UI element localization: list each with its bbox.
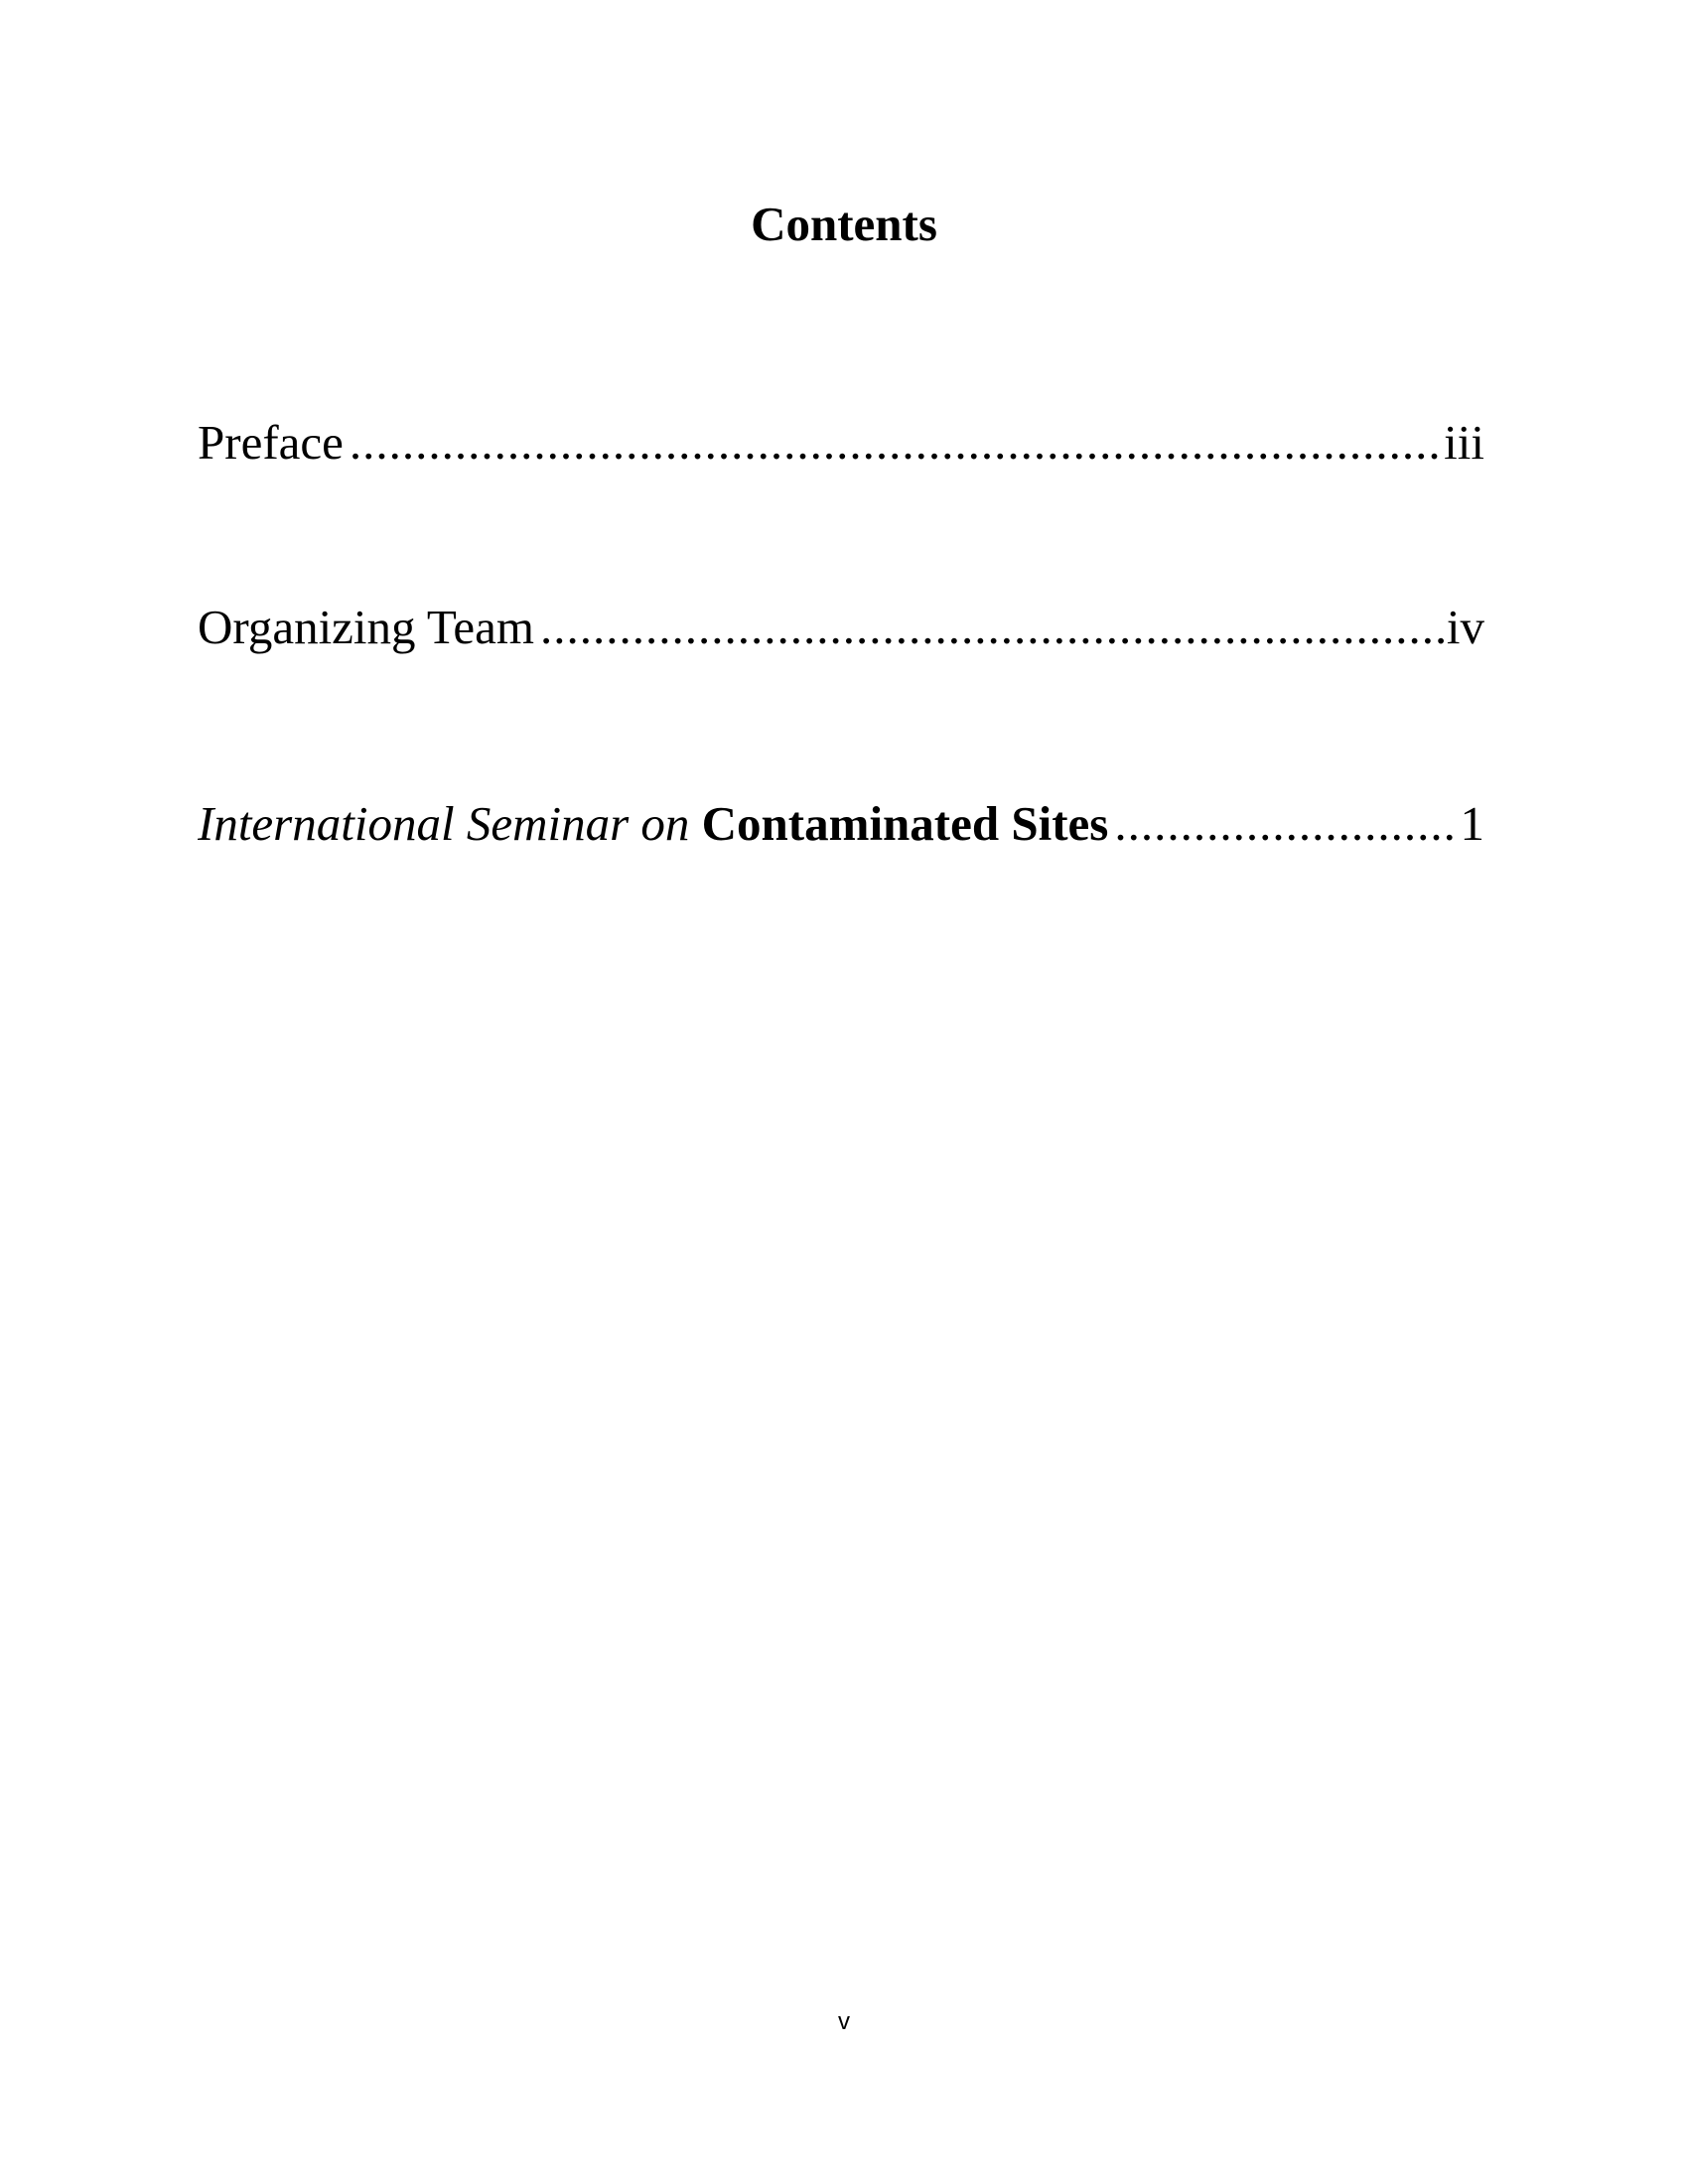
toc-entry-label: Preface [198, 415, 344, 470]
toc-entry-seminar[interactable] [198, 794, 1484, 854]
toc-entry-page-number: 1 [1460, 796, 1484, 851]
toc-entry-label [198, 794, 1114, 854]
toc-entry-label-bold: Contaminated Sites [701, 796, 1109, 851]
dot-leader [1114, 794, 1458, 854]
toc-entry-label-italic: International Seminar on [198, 796, 690, 851]
toc-entry-organizing-team[interactable] [198, 598, 1484, 657]
dot-leader [540, 598, 1445, 657]
page-number: v [838, 2008, 850, 2035]
toc-entry-page-number: iii [1444, 415, 1484, 470]
dot-leader [350, 413, 1442, 473]
toc-entry-page-number: iv [1446, 600, 1484, 654]
page-title: Contents [751, 197, 937, 251]
toc-entry-preface[interactable] [198, 413, 1484, 473]
toc-entry-label: Organizing Team [198, 600, 535, 654]
